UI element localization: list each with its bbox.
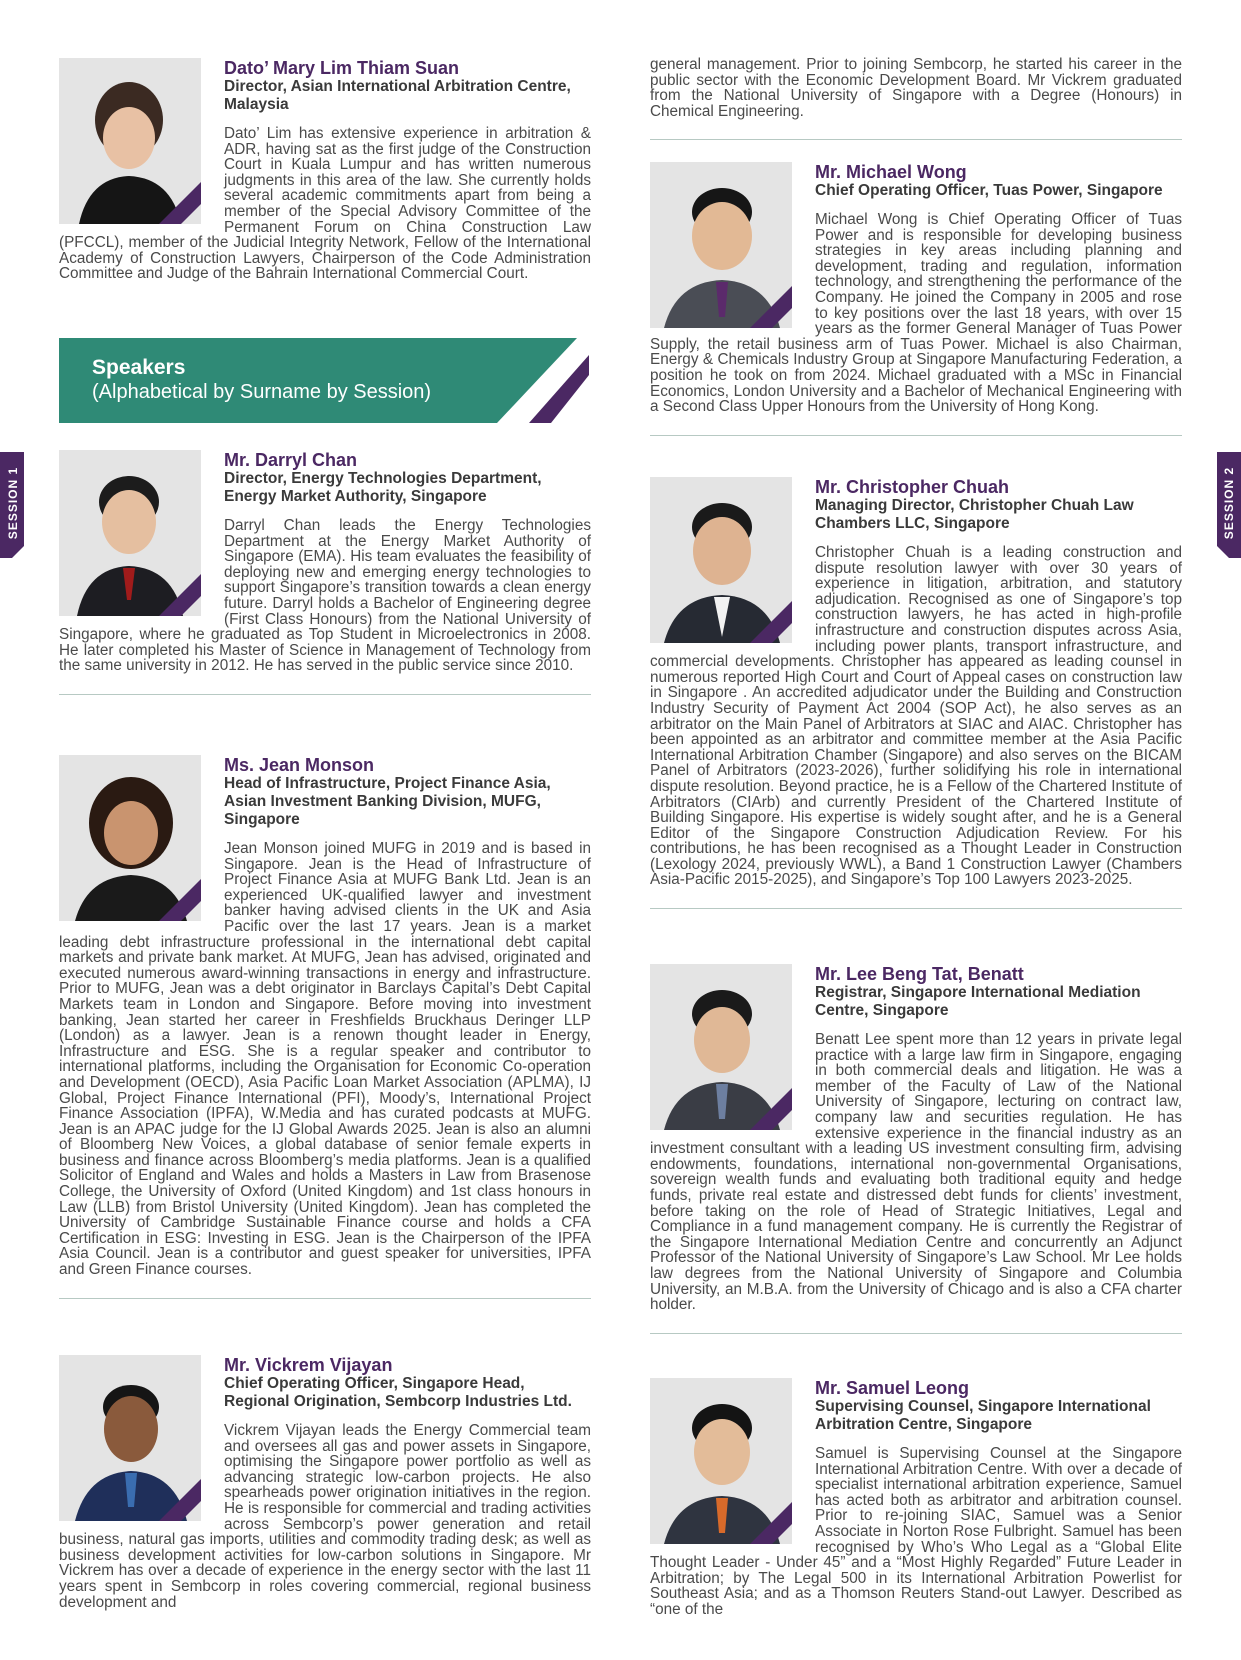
speaker-title: Head of Infrastructure, Project Finance Asia, Asian Investment Banking Division, MUFG, Singapore (224, 775, 551, 828)
divider (650, 435, 1182, 436)
speaker-bio: Vickrem Vijayan leads the Energy Commercial team and oversees all gas and power assets in Singapore, optimising the Singapore power portfolio as well as advancing strategic low-carbon projects. He also spearheads power origination initiatives in the region. He is responsible for commercial and trading activities across Sembcorp’s power generation and retail business, natural gas imports, utilities and commodity trading desk; as well as business development activities for low-carbon solutions in Singapore. Mr Vickrem has over a decade of experience in the energy sector with the last 11 years spent in Sembcorp in roles covering commercial, regional business development and (59, 1422, 591, 1611)
speaker-name: Mr. Michael Wong (815, 162, 967, 182)
divider (650, 139, 1182, 140)
speaker-photo (59, 58, 201, 224)
speaker-darryl-chan (59, 450, 591, 695)
continued-bio (650, 57, 1182, 140)
speaker-bio: Benatt Lee spent more than 12 years in private legal practice with a large law firm in Singapore, engaging in both commercial deals and litigation. He was a member of the Faculty of Law of the National University of Singapore, lecturing on contract law, company law and securities regulation. He has extensive experience in the financial industry as an investment consultant with a leading US investment consulting firm, advising endowments, foundations, international non-governmental Organisations, sovereign wealth funds and evaluating both traditional equity and hedge funds, private real estate and distressed debt funds for clients’ investment, before taking on the role of Head of Strategic Initiatives, Legal and Compliance in a fund management company. He is currently the Registrar of the Singapore International Mediation Centre and concurrently an Adjunct Professor of the National University of Singapore’s Law School. Mr Lee holds law degrees from the National University of Singapore and Columbia University, an M.B.A. from the University of Chicago and is also a CFA charter holder. (650, 1031, 1182, 1314)
session-1-tab (0, 452, 30, 558)
speaker-title: Registrar, Singapore International Mediation Centre, Singapore (815, 984, 1141, 1019)
portrait-icon (650, 1378, 792, 1544)
speaker-name: Mr. Lee Beng Tat, Benatt (815, 964, 1024, 984)
portrait-icon (59, 450, 201, 616)
speaker-name: Mr. Samuel Leong (815, 1378, 970, 1398)
speaker-name: Mr. Christopher Chuah (815, 477, 1010, 497)
speaker-bio: Darryl Chan leads the Energy Technologies Department at the Energy Market Authority of Singapore (EMA). His team evaluates the feasibility of deploying new and emerging energy technologies to support Singapore’s transition towards a clean energy future. Darryl holds a Bachelor of Engineering degree (First Class Honours) from the National University of Singapore, where he graduated as Top Student in Microelectronics in 2008. He later completed his Master of Science in Management of Technology from the same university in 2012. He has served in the public service since 2010. (59, 517, 591, 675)
speaker-michael-wong (650, 162, 1182, 436)
speaker-christopher-chuah (650, 477, 1182, 909)
speaker-title: Supervising Counsel, Singapore International Arbitration Centre, Singapore (815, 1398, 1151, 1433)
speaker-bio: Jean Monson joined MUFG in 2019 and is based in Singapore. Jean is the Head of Infrastructure of Project Finance Asia at MUFG Bank Ltd. Jean is an experienced UK-qualified lawyer and investment banker having advised clients in the UK and Asia Pacific over the last 17 years. Jean is a market leading debt infrastructure professional in the international debt capital markets and private bank market. At MUFG, Jean has advised, originated and executed numerous award-winning transactions in energy and infrastructure. Prior to MUFG, Jean was a debt originator in Barclays Capital’s Debt Capital Markets team in London and Singapore. Before moving into investment banking, Jean started her career in Freshfields Bruckhaus Deringer LLP (London) as a lawyer. Jean is a renown thought leader in Energy, Infrastructure and ESG. She is a regular speaker and contributor to international platforms, including the Organisation for Economic Co-operation and Development (OECD), Asia Pacific Loan Market Association (APLMA), IJ Global, Project Finance International (PFI), Moody’s, International Project Finance Association (IPFA), W.Media and has curated podcasts at MUFG. Jean is an APAC judge for the IJ Global Awards 2025. Jean is also an alumni of Bloomberg New Voices, a global database of senior female experts in business and finance across Bloomberg’s media platforms. Jean is a qualified Solicitor of England and Wales and holds a Masters in Law from Brasenose College, the University of Oxford (United Kingdom) and 1st class honours in Law (LLB) from Bristol University (United Kingdom). Jean has completed the University of Cambridge Sustainable Finance course and holds a CFA Certification in ESG: Investing in ESG. Jean is the Chairperson of the IPFA Asia Council. Jean is a contributor and guest speaker for universities, IPFA and Green Finance courses. (59, 840, 591, 1279)
speaker-title: Chief Operating Officer, Tuas Power, Singapore (815, 182, 1163, 199)
speaker-vickrem-vijayan (59, 1355, 591, 1610)
speaker-bio: Dato’ Lim has extensive experience in arbitration & ADR, having sat as the first judge of the Construction Court in Kuala Lumpur and has written numerous judgments in this area of the law. She currently holds several academic commitments apart from being a member of the Special Advisory Committee of the Permanent Forum on China Construction Law (PFCCL), member of the Judicial Integrity Network, Fellow of the International Academy of Construction Lawyers, Chairperson of the Code Administration Committee and Judge of the Bahrain International Commercial Court. (59, 125, 591, 283)
banner-title: Speakers (92, 356, 186, 379)
speaker-photo (650, 964, 792, 1130)
speaker-name: Ms. Jean Monson (224, 755, 375, 775)
speaker-bio: Samuel is Supervising Counsel at the Singapore International Arbitration Centre. With over a decade of specialist international arbitration experience, Samuel has acted both as arbitrator and arbitration counsel. Prior to re-joining SIAC, Samuel was a Senior Associate in Norton Rose Fulbright. Samuel has been recognised by Who’s Who Legal as a “Global Elite Thought Leader - Under 45” and a “Most Highly Regarded” Future Leader in Arbitration; by The Legal 500 in its International Arbitration Powerlist for Southeast Asia; and as a Thomson Reuters Stand-out Lawyer. Described as “one of the (650, 1445, 1182, 1618)
speaker-name: Dato’ Mary Lim Thiam Suan (224, 58, 460, 78)
speaker-title: Chief Operating Officer, Singapore Head, Regional Origination, Sembcorp Industries Ltd. (224, 1375, 572, 1410)
speaker-title: Director, Asian International Arbitration Centre, Malaysia (224, 78, 571, 113)
portrait-icon (650, 162, 792, 328)
portrait-icon (650, 477, 792, 643)
speaker-photo (59, 1355, 201, 1521)
speaker-bio: Christopher Chuah is a leading construction and dispute resolution lawyer with over 30 years of experience in litigation, arbitration, and statutory adjudication. Recognised as one of Singapore’s top construction lawyers, he has acted in high-profile infrastructure and construction disputes across Asia, including power plants, transport infrastructure, and commercial developments. Christopher has appeared as leading counsel in numerous reported High Court and Court of Appeal cases on construction law in Singapore . An accredited adjudicator under the Building and Construction Industry Security of Payment Act 2004 (SOP Act), he also serves as an arbitrator on the Main Panel of Arbitrators at SIAC and AIAC. Christopher has been appointed as an arbitrator and committee member at the Asia Pacific International Arbitration Chamber (Singapore) and also serves on the BICAM Panel of Arbitrators (2023-2026), further solidifying his role in international dispute resolution. Beyond practice, he is a Fellow of the Chartered Institute of Arbitrators (CIArb) and currently President of the Chartered Institute of Building Singapore. His expertise is widely sought after, and he is a General Editor of the Singapore Construction Adjudication Review. For his contributions, he has been recognised as a Thought Leader in Construction (Lexology 2024, previously WWL), a Band 1 Construction Lawyer (Chambers Asia-Pacific 2015-2025), and Singapore’s Top 100 Lawyers 2023-2025. (650, 544, 1182, 889)
speaker-samuel-leong (650, 1378, 1182, 1618)
portrait-icon (59, 755, 201, 921)
session-1-label: SESSION 1 (6, 466, 20, 540)
speaker-photo (650, 1378, 792, 1544)
speaker-lee-beng-tat (650, 964, 1182, 1334)
speaker-name: Mr. Vickrem Vijayan (224, 1355, 393, 1375)
speaker-title: Director, Energy Technologies Department, Energy Market Authority, Singapore (224, 470, 542, 505)
divider (650, 1333, 1182, 1334)
portrait-icon (59, 1355, 201, 1521)
speaker-bio-continued: general management. Prior to joining Sembcorp, he started his career in the public sector with the Economic Development Board. Mr Vickrem graduated from the National University of Singapore with a Degree (Honours) in Chemical Engineering. (650, 56, 1182, 120)
divider (59, 694, 591, 695)
session-2-label: SESSION 2 (1222, 466, 1236, 540)
speaker-photo (650, 162, 792, 328)
banner-subtitle: (Alphabetical by Surname by Session) (92, 381, 432, 403)
speaker-mary-lim (59, 58, 591, 282)
speaker-photo (59, 755, 201, 921)
portrait-icon (59, 58, 201, 224)
divider (59, 1298, 591, 1299)
divider (650, 908, 1182, 909)
speaker-photo (59, 450, 201, 616)
speaker-jean-monson (59, 755, 591, 1299)
portrait-icon (650, 964, 792, 1130)
speaker-photo (650, 477, 792, 643)
speaker-title: Managing Director, Christopher Chuah Law Chambers LLC, Singapore (815, 497, 1134, 532)
speakers-banner (59, 338, 589, 423)
speaker-bio: Michael Wong is Chief Operating Officer of Tuas Power and is responsible for developing business strategies in key areas including planning and development, trading and regulation, information technology, and strengthening the performance of the Company. He joined the Company in 2005 and rose to key positions over the last 18 years, with over 15 years as the former General Manager of Tuas Power Supply, the retail business arm of Tuas Power. Michael is also Chairman, Energy & Chemicals Industry Group at Singapore Manufacturing Federation, a position he took on from 2024. Michael graduated with a MSc in Financial Economics, London University and a Bachelor of Mechanical Engineering with a Second Class Upper Honours from the University of Hong Kong. (650, 211, 1182, 416)
speaker-name: Mr. Darryl Chan (224, 450, 358, 470)
session-2-tab (1211, 452, 1241, 558)
